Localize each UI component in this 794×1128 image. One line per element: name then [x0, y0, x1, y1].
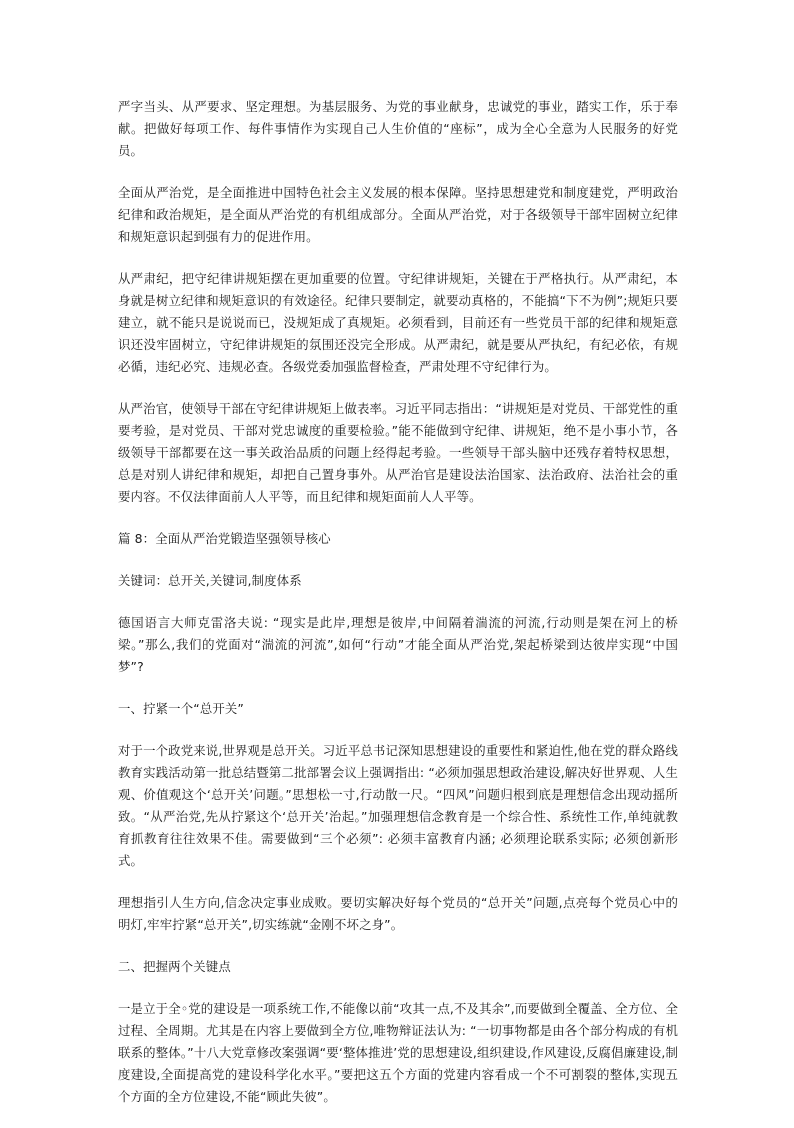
paragraph-discipline: 从严肃纪，把守纪律讲规矩摆在更加重要的位置。守纪律讲规矩，关键在于严格执行。从严肃纪，本身就是树立纪律和规矩意识的有效途径。纪律只要制定，就要动真格的，不能搞“下不为例”;规矩只要建立，就不能只是说说而已，没规矩成了真规矩。必须看到，目前还有一些党员干部的纪律和规矩意识还没牢固树立，守纪律讲规矩的氛围还没完全形成。从严肃纪，就是要从严执纪，有纪必依，有规必循，违纪必究、违规必查。各级党委加强监督检查，严肃处理不守纪律行为。 — [118, 271, 678, 374]
document-page — [118, 96, 678, 1128]
paragraph-overall: 全面从严治党，是全面推进中国特色社会主义发展的根本保障。坚持思想建党和制度建党，严明政治纪律和政治规矩，是全面从严治党的有机组成部分。全面从严治党，对于各级领导干部牢固树立纪律和规矩意识起到强有力的促进作用。 — [118, 185, 678, 244]
paragraph-quote: 德国语言大师克雷洛夫说: “现实是此岸,理想是彼岸,中间隔着湍流的河流,行动则是架在河上的桥梁。”那么,我们的党面对“湍流的河流”,如何“行动”才能全面从严治党,架起桥梁到达彼岸实现“中国梦”? — [118, 615, 678, 674]
article-keywords: 关键词：总开关,关键词,制度体系 — [118, 573, 302, 588]
paragraph-ideals: 理想指引人生方向,信念决定事业成败。要切实解决好每个党员的“总开关”问题,点亮每个党员心中的明灯,牢牢拧紧“总开关”,切实练就“金刚不坏之身”。 — [118, 895, 678, 932]
paragraph-comprehensive: 一是立于全◦党的建设是一项系统工作,不能像以前“攻其一点,不及其余”,而要做到全覆盖、全方位、全过程、全周期。尤其是在内容上要做到全方位,唯物辩证法认为: “一切事物都是由各个部分构成的有机联系的整体。”十八大党章修改案强调“要‘整体推进’党的思想建设,组织建设,作风建设,反腐倡廉建设,制度建设,全面提高党的建设科学化水平。”要把这五个方面的党建内容看成一个不可割裂的整体,实现五个方面的全方位建设,不能“顾此失彼”。 — [118, 1001, 678, 1104]
paragraph-officials: 从严治官，使领导干部在守纪律讲规矩上做表率。习近平同志指出：“讲规矩是对党员、干部党性的重要考验，是对党员、干部对党忠诚度的重要检验。”能不能做到守纪律、讲规矩，绝不是小事小节，各级领导干部都要在这一事关政治品质的问题上经得起考验。一些领导干部头脑中还残存着特权思想，总是对别人讲纪律和规矩，却把自己置身事外。从严治官是建设法治国家、法治政府、法治社会的重要内容。不仅法律面前人人平等，而且纪律和规矩面前人人平等。 — [118, 401, 678, 504]
paragraph-worldview: 对于一个政党来说,世界观是总开关。习近平总书记深知思想建设的重要性和紧迫性,他在党的群众路线教育实践活动第一批总结暨第二批部署会议上强调指出: “必须加强思想政治建设,解决好世界观、人生观、价值观这个‘总开关’问题。”思想松一寸,行动散一尺。“四风”问题归根到底是理想信念出现动摇所致。“从严治党,先从拧紧这个‘总开关’治起。”加强理想信念教育是一个综合性、系统性工作,单纯就教育抓教育往往效果不佳。需要做到“三个必须”: 必须丰富教育内涵; 必须理论联系实际; 必须创新形式。 — [118, 743, 678, 868]
section-heading-one: 一、拧紧一个“总开关” — [118, 701, 245, 716]
article-title: 篇 8：全面从严治党锻造坚强领导核心 — [118, 531, 331, 546]
paragraph-practice: 严字当头、从严要求、坚定理想。为基层服务、为党的事业献身，忠诚党的事业，踏实工作，乐于奉献。把做好每项工作、每件事情作为实现自己人生价值的“座标”，成为全心全意为人民服务的好党员。 — [118, 99, 678, 158]
section-heading-two: 二、把握两个关键点 — [118, 959, 231, 974]
